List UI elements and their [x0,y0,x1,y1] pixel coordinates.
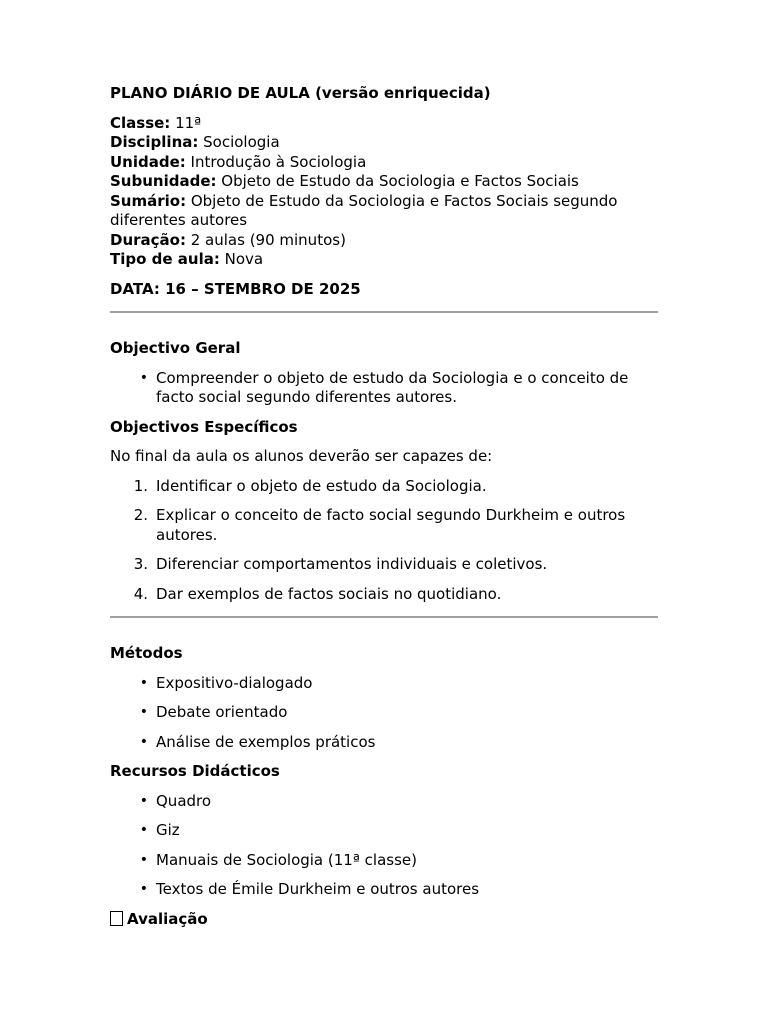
meta-label: Sumário: [110,191,187,210]
list-item [110,585,658,605]
meta-value: Objeto de Estudo da Sociologia e Factos Sociais [216,172,579,190]
document-title: PLANO DIÁRIO DE AULA (versão enriquecida) [110,84,491,102]
meta-block [110,114,658,270]
list-item [110,506,658,545]
meta-subunidade [110,172,658,192]
list-item-text: Debate orientado [156,703,288,721]
list-item [110,477,658,497]
list-item [110,674,658,694]
meta-classe [110,114,658,134]
list-item [110,851,658,871]
list-item-text: Giz [156,821,180,839]
list-item-text: Análise de exemplos práticos [156,732,376,751]
bullet-marker: • [139,674,148,691]
list-item [110,555,658,575]
section-divider [110,616,658,618]
meta-unidade [110,153,658,173]
recursos-heading: Recursos Didácticos [110,762,280,780]
list-item [110,369,658,408]
list-item [110,733,658,753]
meta-label: Classe: [110,113,171,132]
list-item [110,703,658,723]
objectivo-geral-heading: Objectivo Geral [110,339,241,357]
meta-value: 2 aulas (90 minutos) [185,230,346,249]
meta-tipo-aula [110,250,658,270]
list-item-text: Diferenciar comportamentos individuais e coletivos. [156,555,548,573]
list-number: 3. [133,555,148,573]
meta-label: Tipo de aula: [110,250,220,268]
meta-label: Unidade: [110,152,186,171]
avaliacao-heading [110,910,658,930]
section-divider [110,311,658,313]
list-item-text: Explicar o conceito de facto social segundo Durkheim e outros autores. [156,506,626,544]
list-number: 2. [133,506,148,524]
list-item-text: Manuais de Sociologia (11ª classe) [156,850,417,869]
list-item-text: Identificar o objeto de estudo da Sociologia. [156,476,487,495]
lesson-date: DATA: 16 – STEMBRO DE 2025 [110,279,361,298]
metodos-list [110,674,658,753]
meta-label: Subunidade: [110,172,217,190]
bullet-marker: • [139,881,148,897]
bullet-marker: • [139,851,148,868]
meta-label: Disciplina: [110,133,199,151]
objectivos-especificos-heading: Objectivos Específicos [110,417,298,436]
avaliacao-heading-text: Avaliação [127,909,208,928]
objectivos-intro: No final da aula os alunos deverão ser capazes de: [110,447,493,465]
list-item-text: Dar exemplos de factos sociais no quotidiano. [156,584,502,603]
bullet-marker: • [139,792,148,809]
lesson-plan [110,84,658,929]
meta-value: Sociologia [198,133,280,151]
meta-value: Introdução à Sociologia [185,152,367,171]
list-number: 1. [133,476,148,495]
missing-glyph-icon [110,911,123,926]
list-item [110,880,658,900]
meta-value: Nova [219,250,264,268]
list-item-text: Expositivo-dialogado [156,673,313,692]
meta-value: Objeto de Estudo da Sociologia e Factos Sociais segundo diferentes autores [110,191,618,229]
list-item-text: Textos de Émile Durkheim e outros autores [156,880,480,898]
objectivo-geral-list [110,369,658,408]
meta-value: 11ª [170,113,202,132]
meta-disciplina [110,133,658,153]
meta-label: Duração: [110,230,186,249]
list-number: 4. [133,584,148,603]
bullet-marker: • [139,822,148,838]
list-item-text: Compreender o objeto de estudo da Sociologia e o conceito de facto social segundo diferentes autores. [156,368,629,406]
bullet-marker: • [139,369,148,386]
meta-duracao [110,231,658,251]
bullet-marker: • [139,704,148,720]
list-item [110,821,658,841]
metodos-heading: Métodos [110,644,183,662]
meta-sumario [110,192,658,231]
list-item [110,792,658,812]
objectivos-especificos-list [110,477,658,605]
list-item-text: Quadro [156,791,212,810]
bullet-marker: • [139,733,148,750]
recursos-list [110,792,658,900]
